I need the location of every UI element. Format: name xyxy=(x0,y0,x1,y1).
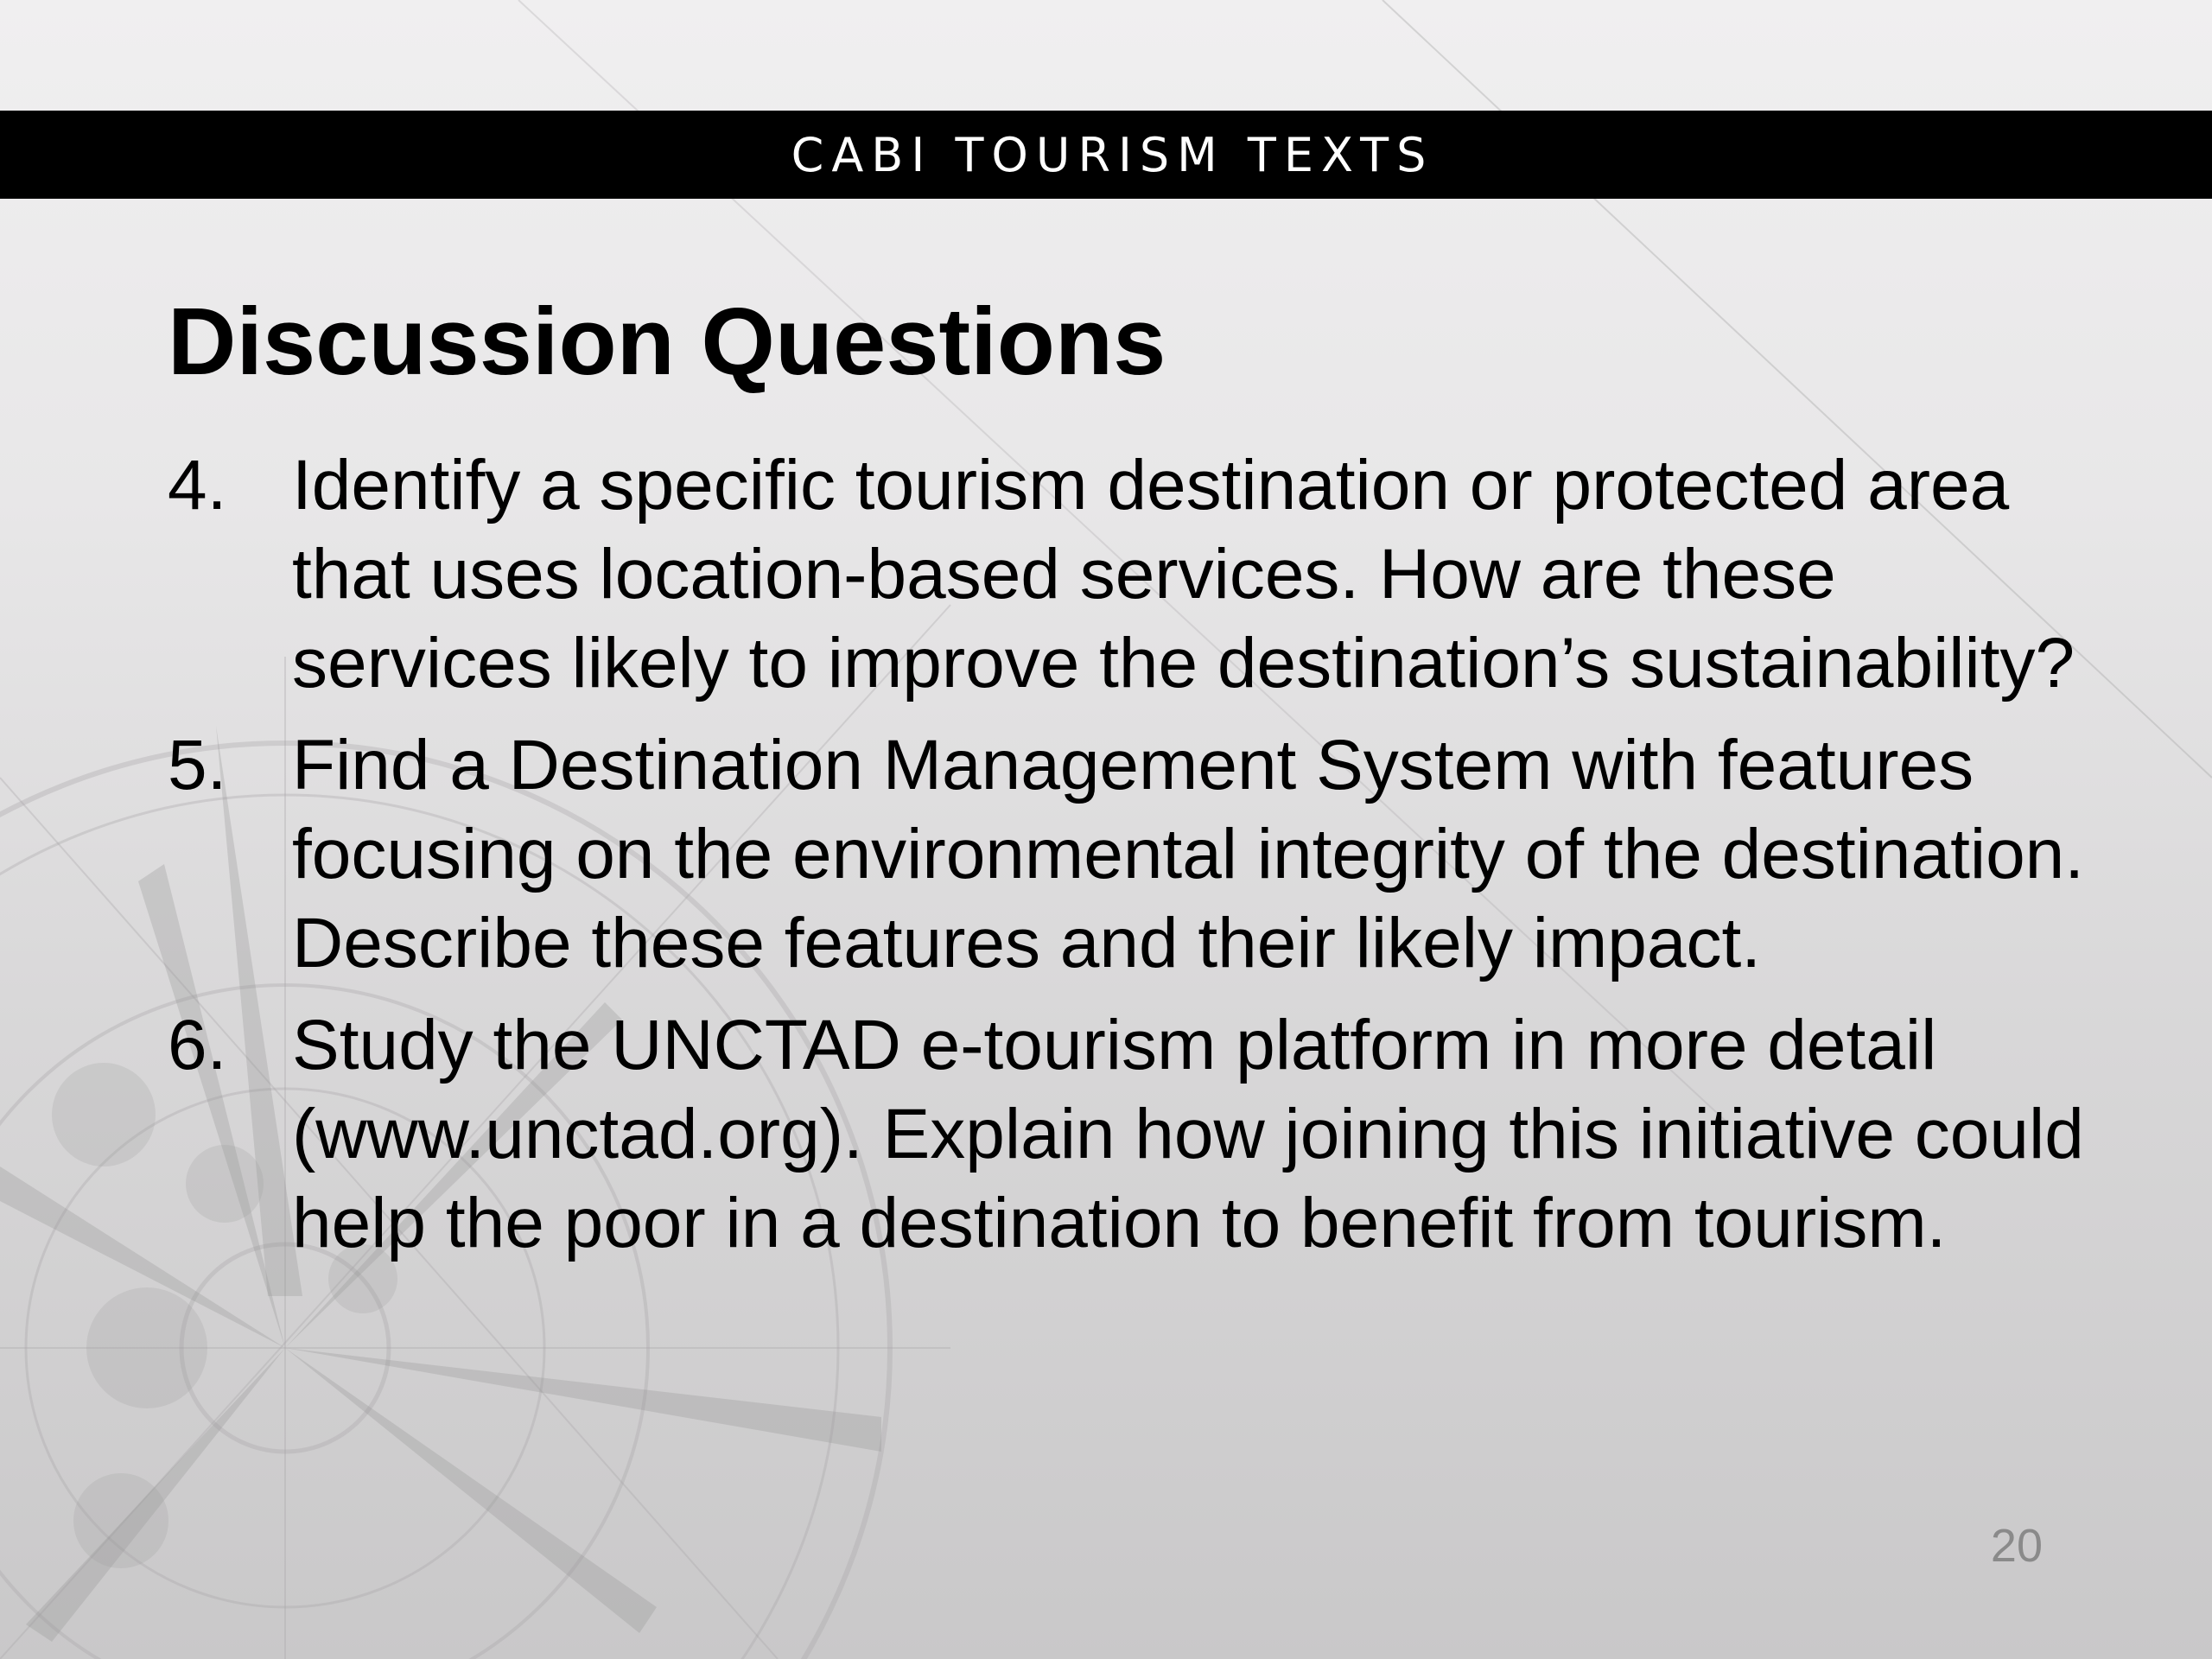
page-number: 20 xyxy=(1990,1520,2043,1572)
question-text: Find a Destination Management System with features focusing on the environmental integrity of the destination. Describe these features and their likely impact. xyxy=(292,726,2085,982)
question-text: Study the UNCTAD e-tourism platform in more detail (www.unctad.org). Explain how joining this initiative could help the poor in a destination to benefit from tourism. xyxy=(292,1006,2084,1262)
slide-title: Discussion Questions xyxy=(168,289,1166,395)
header-label: CABI TOURISM TEXTS xyxy=(791,127,1434,182)
question-list xyxy=(168,441,2103,1281)
question-item xyxy=(168,1001,2103,1268)
question-number: 4. xyxy=(168,446,227,524)
question-number: 5. xyxy=(168,726,227,804)
question-number: 6. xyxy=(168,1006,227,1084)
question-text: Identify a specific tourism destination or protected area that uses location-based services. How are these services likely to improve the destination’s sustainability? xyxy=(292,446,2075,702)
question-item xyxy=(168,441,2103,708)
question-item xyxy=(168,721,2103,988)
header-bar xyxy=(0,111,2212,199)
